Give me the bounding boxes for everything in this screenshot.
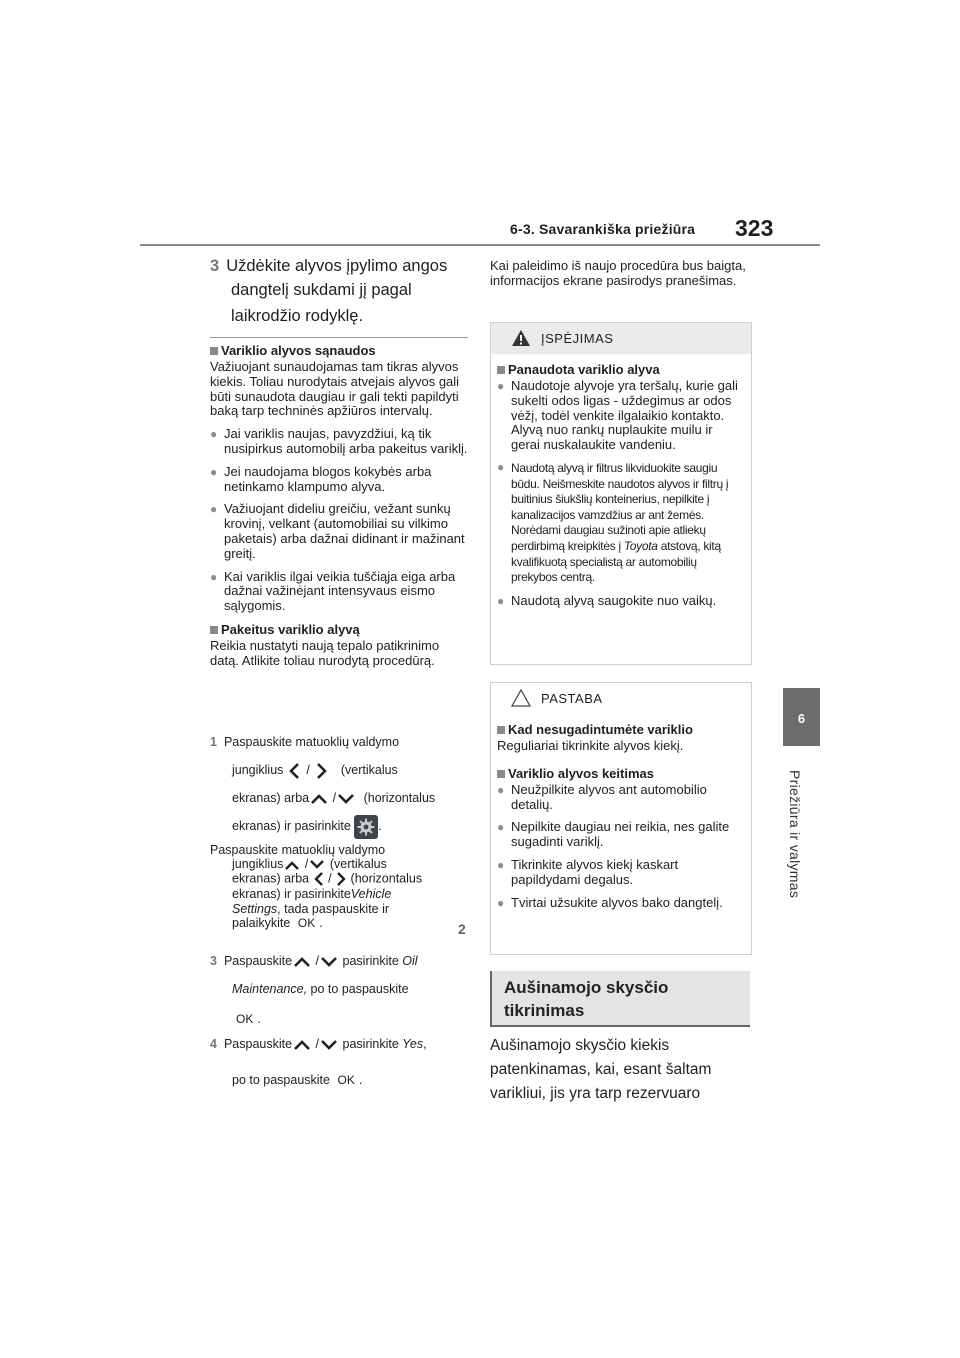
- square-bullet-icon: [210, 347, 218, 355]
- step-text: .: [358, 1073, 363, 1087]
- body-line: patenkinamas, kai, esant šaltam: [490, 1061, 712, 1078]
- chevron-down-icon: [308, 859, 326, 871]
- step-text: (vertikalus: [340, 763, 398, 777]
- page-number: 323: [735, 215, 774, 241]
- list-item-text: Naudotą alyvą ir filtrus likviduokite saugiu būdu. Neišmeskite naudotos alyvos ir filtrų į buitinius šiukšlių konteinerius, nepilkite į kanalizacijos vamzdžius ar ant žemės.: [511, 460, 729, 522]
- menu-item-name: Vehicle: [350, 887, 392, 902]
- square-bullet-icon: [497, 770, 505, 778]
- step-text: po to paspauskite: [232, 1073, 330, 1087]
- consumption-text: Važiuojant sunaudojamas tam tikras alyvos kiekis. Toliau nurodytais atvejais alyvos gali būti sunaudota daugiau ir gali tekti papildyti baką tarp techninės apžiūros intervalų.: [210, 359, 460, 419]
- step-3-reinstall-cap: [210, 254, 468, 328]
- step-text: Paspauskite: [223, 1037, 293, 1051]
- warning-triangle-icon: [511, 329, 531, 347]
- section-title-line: Aušinamojo skysčio: [504, 978, 669, 997]
- procedure-step-2: [210, 843, 468, 930]
- step-text: ,: [423, 1037, 427, 1051]
- separator: /: [306, 763, 310, 777]
- step-text: .: [257, 1012, 261, 1026]
- separator: /: [315, 1037, 320, 1051]
- step-text: Paspauskite: [223, 954, 293, 968]
- header-divider: [140, 244, 820, 246]
- step-number: 4: [210, 1037, 217, 1051]
- chapter-tab: 6: [783, 688, 820, 746]
- consumption-title: Variklio alyvos sąnaudos: [221, 343, 376, 358]
- list-item: ● Naudotoje alyvoje yra teršalų, kurie gali sukelti odos ligas - uždegimus ar odos vėžį, todėl venkite ilgalaikio kontakto. Alyvą nuo rankų nuplaukite muilu ir gerai nuskalaukite vandeniu.: [497, 379, 745, 453]
- list-item: [497, 461, 745, 586]
- notice-header: [491, 683, 751, 714]
- notice-subtitle: Kad nesugadintumėte variklio: [508, 722, 693, 737]
- step-text: pasirinkite: [342, 1037, 399, 1051]
- menu-item-name: Oil: [402, 954, 418, 968]
- warning-subtitle: Panaudota variklio alyva: [508, 362, 660, 377]
- step-text: palaikykite: [232, 915, 291, 930]
- step-text: Uždėkite alyvos įpylimo angos: [226, 257, 448, 275]
- step-text: .: [378, 819, 382, 833]
- body-line: Aušinamojo skysčio kiekis: [490, 1037, 670, 1054]
- settings-gear-icon: [354, 815, 378, 839]
- list-item: ● Jai variklis naujas, pavyzdžiui, ką tik nusipirkus automobilį arba pakeitus variklį.: [210, 427, 468, 457]
- separator: /: [315, 954, 320, 968]
- chevron-left-icon: [313, 871, 325, 887]
- step-text: Paspauskite matuoklių valdymo: [210, 843, 386, 857]
- separator: /: [304, 857, 309, 872]
- oil-change-title: Pakeitus variklio alyvą: [221, 621, 360, 637]
- chevron-up-icon: [292, 955, 312, 969]
- square-bullet-icon: [497, 726, 505, 734]
- notice-subtitle: Variklio alyvos keitimas: [508, 765, 654, 781]
- step-number: 1: [210, 735, 217, 749]
- ok-button-symbol: OK: [297, 915, 316, 930]
- section-divider: [210, 337, 468, 338]
- menu-item-name: Settings: [232, 901, 278, 916]
- step-number: 2: [458, 921, 466, 937]
- step-text: .: [319, 915, 323, 930]
- chevron-down-icon: [319, 955, 339, 969]
- chevron-left-icon: [287, 761, 303, 781]
- step-text: ekranas) arba: [232, 791, 310, 805]
- list-item-text: atstovą, kitą kvalifikuotą specialistą ar automobilių prekybos centrą.: [511, 538, 721, 585]
- step-text: pasirinkite: [342, 954, 399, 968]
- step-text: Paspauskite matuoklių valdymo: [223, 735, 400, 749]
- menu-item-name: Maintenance,: [232, 982, 308, 996]
- chapter-label: Priežiūra ir valymas: [787, 770, 803, 899]
- list-item-text: Norėdami daugiau sužinoti apie atliekų perdirbimą kreipkitės į: [511, 523, 706, 553]
- step-text: dangtelį sukdami jį pagal: [231, 281, 412, 299]
- warning-box: [490, 322, 752, 665]
- step-text: po to paspauskite: [310, 982, 409, 996]
- step-text: (horizontalus: [363, 791, 436, 805]
- step-text: jungiklius: [232, 763, 284, 777]
- procedure-step-1: [210, 728, 468, 840]
- brand-name: Toyota: [623, 538, 658, 553]
- step-text: , tada paspauskite ir: [277, 901, 390, 916]
- step-number: 3: [210, 954, 217, 968]
- chevron-up-icon: [309, 792, 329, 806]
- step-text: (vertikalus: [329, 857, 387, 872]
- step-text: ekranas) ir pasirinkite: [232, 819, 351, 833]
- procedure-step-4: [210, 1030, 468, 1094]
- warning-title: ĮSPĖJIMAS: [541, 331, 614, 346]
- ok-button-symbol: OK: [236, 1012, 254, 1026]
- chevron-up-icon: [292, 1038, 312, 1052]
- list-item: ● Neužpilkite alyvos ant automobilio detalių.: [497, 783, 745, 813]
- body-line: varikliui, jis yra tarp rezervuaro: [490, 1085, 701, 1102]
- step-text: (horizontalus: [350, 871, 423, 886]
- section-underline: [490, 1025, 750, 1027]
- step-text: laikrodžio rodyklę.: [231, 307, 364, 325]
- notice-text: Reguliariai tikrinkite alyvos kiekį.: [497, 738, 684, 753]
- list-item: ● Naudotą alyvą saugokite nuo vaikų.: [497, 594, 745, 609]
- square-bullet-icon: [497, 366, 505, 374]
- list-item: ● Tvirtai užsukite alyvos bako dangtelį.: [497, 896, 745, 911]
- oil-change-text: Reikia nustatyti naują tepalo patikrinimo datą. Atlikite toliau nurodytą procedūrą.: [210, 637, 440, 668]
- list-item: ● Kai variklis ilgai veikia tuščiąja eiga arba dažnai važinėjant intensyvaus eismo sąlygomis.: [210, 570, 468, 614]
- list-item: ● Važiuojant dideliu greičiu, vežant sunkų krovinį, velkant (automobiliai su vilkimo paketais) arba dažnai didinant ir mažinant greitį.: [210, 502, 468, 561]
- chevron-down-icon: [319, 1038, 339, 1052]
- menu-item-name: Yes: [402, 1037, 424, 1051]
- separator: /: [332, 791, 337, 805]
- list-item: ● Jei naudojama blogos kokybės arba netinkamo klampumo alyva.: [210, 465, 468, 495]
- reset-complete-text: Kai paleidimo iš naujo procedūra bus baigta, informacijos ekrane pasirodys pranešimas.: [490, 258, 746, 288]
- consumption-section: [210, 343, 468, 669]
- step-text: ekranas) arba: [232, 871, 310, 886]
- notice-box: [490, 682, 752, 955]
- chevron-up-icon: [283, 859, 301, 871]
- list-item: ● Tikrinkite alyvos kiekį kaskart papildydami degalus.: [497, 858, 745, 888]
- section-heading: 6-3. Savarankiška priežiūra: [510, 221, 696, 237]
- notice-title: PASTABA: [541, 691, 603, 706]
- separator: /: [328, 871, 332, 886]
- square-bullet-icon: [210, 626, 218, 634]
- step-number: 3: [210, 257, 220, 275]
- chevron-right-icon: [335, 871, 347, 887]
- chevron-right-icon: [313, 761, 329, 781]
- chevron-down-icon: [336, 792, 356, 806]
- step-text: jungiklius: [232, 857, 284, 872]
- ok-button-symbol: OK: [337, 1073, 355, 1087]
- warning-header: [491, 323, 751, 354]
- list-item: ● Nepilkite daugiau nei reikia, nes galite sugadinti variklį.: [497, 820, 745, 850]
- caution-triangle-icon: [511, 689, 531, 707]
- procedure-step-3: [210, 947, 468, 1033]
- coolant-text: [490, 1034, 752, 1106]
- section-title-line: tikrinimas: [504, 1001, 585, 1020]
- step-text: ekranas) ir pasirinkite: [232, 887, 351, 902]
